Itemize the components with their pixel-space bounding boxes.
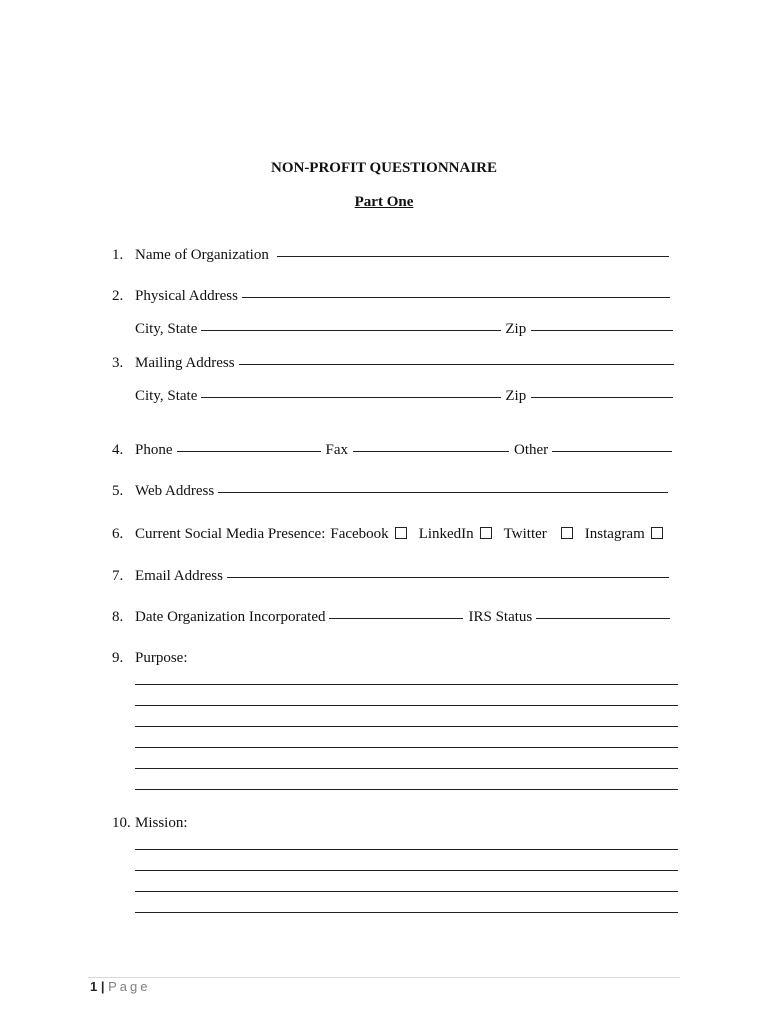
item-number: 9. [112,650,124,666]
item-number: 1. [112,247,124,263]
purpose-line[interactable] [135,747,678,748]
footer-divider [88,977,680,978]
document-title: NON-PROFIT QUESTIONNAIRE [270,160,497,176]
phone-label: Phone [135,442,173,458]
page-separator: | [100,979,105,994]
facebook-label: Facebook [330,526,389,542]
purpose-line[interactable] [135,726,678,727]
twitter-label: Twitter [503,526,547,542]
zip-label: Zip [505,388,527,404]
mission-line[interactable] [135,870,678,871]
item-number: 3. [112,355,124,371]
mission-label: Mission: [135,815,188,831]
item-number: 10. [112,815,131,831]
mission-line[interactable] [135,849,678,850]
organization-name-field[interactable] [277,255,669,257]
item-number: 2. [112,288,124,304]
city-state-label: City, State [135,321,198,337]
web-address-label: Web Address [135,483,215,499]
twitter-checkbox[interactable] [561,527,573,539]
date-incorporated-field[interactable] [329,617,463,619]
organization-name-label: Name of Organization [135,247,269,263]
mailing-address-label: Mailing Address [135,355,235,371]
mission-line[interactable] [135,891,678,892]
other-field[interactable] [552,450,672,452]
page-footer [90,979,151,994]
instagram-label: Instagram [584,526,645,542]
mailing-zip-field[interactable] [531,396,673,398]
item-number: 6. [112,526,124,542]
mailing-address-field[interactable] [239,363,674,365]
page-number: 1 [90,979,98,994]
email-address-label: Email Address [135,568,223,584]
other-label: Other [514,442,549,458]
zip-label: Zip [505,321,527,337]
physical-address-field[interactable] [242,296,670,298]
social-media-label: Current Social Media Presence: [135,526,326,542]
item-number: 8. [112,609,124,625]
date-incorporated-label: Date Organization Incorporated [135,609,326,625]
page-word: Page [108,979,151,994]
physical-city-state-field[interactable] [201,329,501,331]
part-heading: Part One [354,194,414,210]
irs-status-field[interactable] [536,617,670,619]
purpose-line[interactable] [135,705,678,706]
fax-field[interactable] [353,450,509,452]
purpose-line[interactable] [135,789,678,790]
web-address-field[interactable] [218,491,668,493]
instagram-checkbox[interactable] [651,527,663,539]
linkedin-checkbox[interactable] [480,527,492,539]
facebook-checkbox[interactable] [395,527,407,539]
mailing-city-state-field[interactable] [201,396,501,398]
phone-field[interactable] [177,450,321,452]
purpose-line[interactable] [135,684,678,685]
linkedin-label: LinkedIn [418,526,474,542]
fax-label: Fax [325,442,348,458]
physical-zip-field[interactable] [531,329,673,331]
purpose-label: Purpose: [135,650,188,666]
email-address-field[interactable] [227,576,669,578]
city-state-label: City, State [135,388,198,404]
item-number: 5. [112,483,124,499]
mission-line[interactable] [135,912,678,913]
irs-status-label: IRS Status [468,609,533,625]
item-number: 4. [112,442,124,458]
purpose-line[interactable] [135,768,678,769]
physical-address-label: Physical Address [135,288,238,304]
item-number: 7. [112,568,124,584]
